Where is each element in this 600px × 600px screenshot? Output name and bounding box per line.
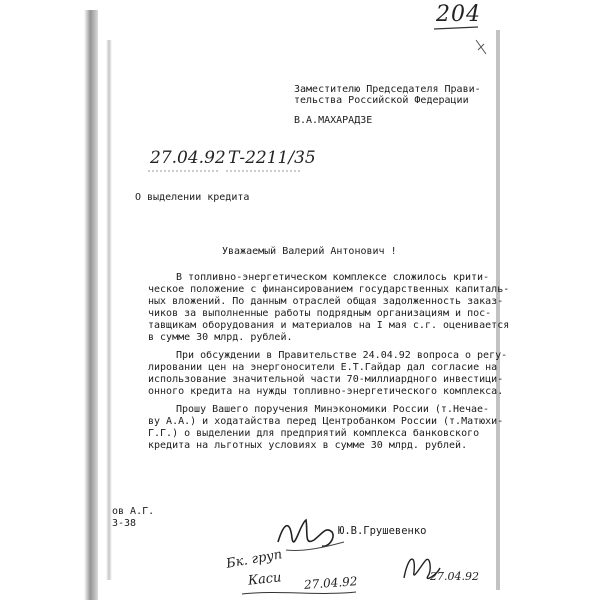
addressee-line-1: Заместителю Председателя Прави- <box>294 84 481 95</box>
handwritten-note-underline <box>240 588 360 598</box>
body-line: кредита на льготных условиях в сумме 30 млрд. рублей. <box>148 440 468 451</box>
handwritten-note-line-1: Бк. груп <box>225 547 284 572</box>
scan-fold-shadow <box>84 10 98 600</box>
body-line: онного кредита на нужды топливно-энергетического комплекса. <box>148 386 504 397</box>
body-line: ву А.А.) и ходатайства перед Центробанком России (т.Матюхи- <box>148 416 504 427</box>
letter-reg-number: Т-2211/35 <box>228 148 316 168</box>
scan-fold-shadow-inner <box>106 40 112 580</box>
body-line: При обсуждении в Правительстве 24.04.92 вопроса о регу- <box>176 350 508 361</box>
body-line: тавщикам оборудования и материалов на I мая с.г. оценивается <box>148 320 510 331</box>
signatory-name: Ю.В.Грушевенко <box>338 525 427 537</box>
body-line: Г.Г.) о выделении для предприятий комплекса банковского <box>148 428 480 439</box>
addressee-line-2: тельства Российской Федерации <box>294 95 469 106</box>
addressee-name: В.А.МАХАРАДЗЕ <box>294 115 373 126</box>
body-line: лировании цен на энергоносители Е.Т.Гайдар дал согласие на <box>148 362 498 373</box>
executor-name: ов А.Г. <box>112 506 155 517</box>
handwritten-note-line-2: Каси <box>247 570 283 589</box>
corner-mark <box>474 38 490 58</box>
body-line: В топливно-энергетическом комплексе сложилось крити- <box>176 272 490 283</box>
archive-number: 204 <box>436 2 481 27</box>
body-line: ческое положение с финансированием государственных капиталь- <box>148 284 510 295</box>
letter-date: 27.04.92 <box>150 148 226 168</box>
scan-edge-shadow <box>496 30 500 590</box>
archive-number-underline <box>432 26 482 32</box>
handwritten-note-date: 27.04.92 <box>303 574 358 592</box>
body-line: в сумме 30 млрд. рублей. <box>148 332 293 343</box>
subject-line: О выделении кредита <box>135 192 250 203</box>
body-line: чиков за выполненные работы подрядным организациям и пос- <box>148 308 492 319</box>
body-line: Прошу Вашего поручения Минэкономики России (т.Нечае- <box>176 404 490 415</box>
body-line: использование значительной части 70-миллиардного инвестици- <box>148 374 504 385</box>
approval-date: 27.04.92 <box>430 570 479 583</box>
executor-phone: 3-38 <box>112 518 137 529</box>
date-underline <box>146 168 306 174</box>
salutation: Уважаемый Валерий Антонович ! <box>222 246 397 257</box>
body-line: ных вложений. По данным отраслей общая задолженность заказ- <box>148 296 504 307</box>
